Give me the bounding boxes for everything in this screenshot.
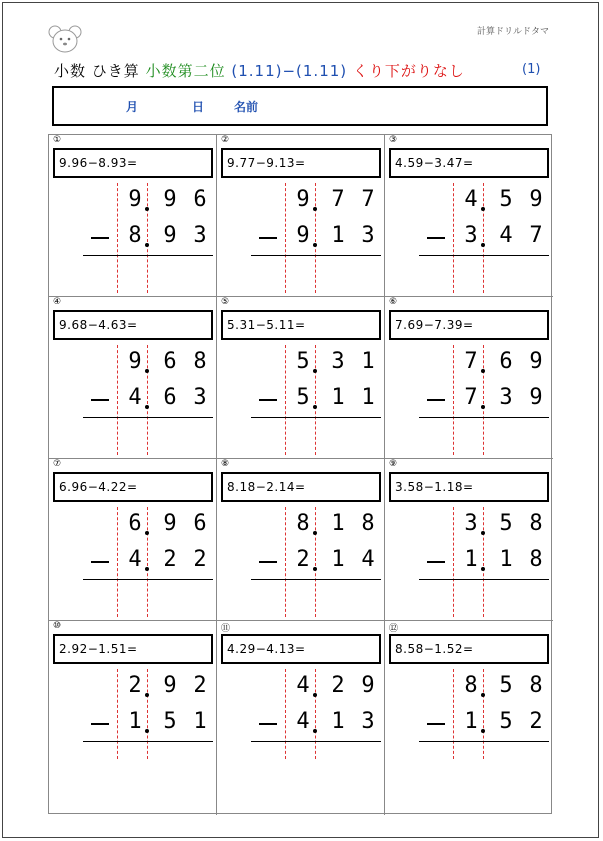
subtrahend-digit: 9 <box>296 223 310 248</box>
minuend-digit: 5 <box>296 349 310 374</box>
minuend-digit: 5 <box>499 673 513 698</box>
minus-sign <box>259 723 277 725</box>
column-guide-line <box>315 183 316 293</box>
minus-sign <box>427 561 445 563</box>
problem-number: ⑫ <box>389 624 399 634</box>
subtrahend-digit: 9 <box>163 223 177 248</box>
answer-line <box>83 741 213 742</box>
subtrahend-digit: 8 <box>529 547 543 572</box>
problem-number: ② <box>221 135 230 145</box>
subtrahend-digit: 3 <box>499 385 513 410</box>
minuend-digit: 4 <box>464 187 478 212</box>
decimal-point <box>313 531 317 535</box>
minuend-digit: 2 <box>331 673 345 698</box>
problem-number: ④ <box>53 297 62 307</box>
minus-sign <box>427 723 445 725</box>
decimal-point <box>313 243 317 247</box>
column-guide-line <box>453 669 454 759</box>
column-guide-line <box>147 183 148 293</box>
problem-cell <box>49 135 217 297</box>
minuend-digit: 8 <box>464 673 478 698</box>
column-guide-line <box>315 507 316 617</box>
decimal-point <box>481 567 485 571</box>
minuend-digit: 6 <box>193 511 207 536</box>
problem-expression: 2.92−1.51= <box>53 634 213 664</box>
mouse-logo-icon <box>48 24 82 54</box>
minuend-digit: 8 <box>529 673 543 698</box>
problem-number: ⑪ <box>221 624 231 634</box>
subtrahend-digit: 5 <box>296 385 310 410</box>
minuend-digit: 3 <box>331 349 345 374</box>
minuend-digit: 8 <box>361 511 375 536</box>
answer-line <box>251 579 381 580</box>
answer-line <box>251 417 381 418</box>
problem-cell <box>49 297 217 459</box>
decimal-point <box>145 531 149 535</box>
subtrahend-digit: 6 <box>163 385 177 410</box>
minuend-digit: 9 <box>128 349 142 374</box>
decimal-point <box>481 405 485 409</box>
decimal-point <box>313 567 317 571</box>
problem-expression: 5.31−5.11= <box>221 310 381 340</box>
minuend-digit: 3 <box>464 511 478 536</box>
column-guide-line <box>117 669 118 759</box>
decimal-point <box>313 729 317 733</box>
column-guide-line <box>483 507 484 617</box>
subtrahend-digit: 1 <box>331 547 345 572</box>
subtrahend-digit: 1 <box>331 385 345 410</box>
sheet-number: (1) <box>522 62 541 77</box>
decimal-point <box>145 405 149 409</box>
problem-cell <box>217 621 385 815</box>
subtrahend-digit: 1 <box>499 547 513 572</box>
problem-cell <box>385 297 553 459</box>
decimal-point <box>145 729 149 733</box>
problem-expression: 7.69−7.39= <box>389 310 549 340</box>
decimal-point <box>481 369 485 373</box>
subtrahend-digit: 1 <box>331 709 345 734</box>
column-guide-line <box>285 345 286 455</box>
column-guide-line <box>315 669 316 759</box>
minus-sign <box>259 237 277 239</box>
answer-line <box>419 255 549 256</box>
subtrahend-digit: 1 <box>331 223 345 248</box>
decimal-point <box>313 207 317 211</box>
problem-expression: 6.96−4.22= <box>53 472 213 502</box>
subtrahend-digit: 3 <box>193 223 207 248</box>
minuend-digit: 6 <box>128 511 142 536</box>
minuend-digit: 4 <box>296 673 310 698</box>
minuend-digit: 1 <box>361 349 375 374</box>
minuend-digit: 6 <box>499 349 513 374</box>
column-guide-line <box>117 507 118 617</box>
minus-sign <box>427 399 445 401</box>
problem-expression: 9.96−8.93= <box>53 148 213 178</box>
subtrahend-digit: 1 <box>464 709 478 734</box>
subtrahend-digit: 4 <box>361 547 375 572</box>
column-guide-line <box>285 183 286 293</box>
minuend-digit: 6 <box>193 187 207 212</box>
problem-expression: 9.77−9.13= <box>221 148 381 178</box>
minuend-digit: 7 <box>331 187 345 212</box>
subtrahend-digit: 1 <box>128 709 142 734</box>
decimal-point <box>481 531 485 535</box>
subtrahend-digit: 2 <box>296 547 310 572</box>
title-level: 小数第二位 <box>145 62 226 80</box>
minus-sign <box>259 561 277 563</box>
problem-number: ⑨ <box>389 459 398 469</box>
column-guide-line <box>285 669 286 759</box>
answer-line <box>419 741 549 742</box>
title-condition: くり下がりなし <box>352 62 465 80</box>
subtrahend-digit: 3 <box>361 223 375 248</box>
title-format: (1.11)−(1.11) <box>231 62 348 80</box>
subtrahend-digit: 2 <box>163 547 177 572</box>
column-guide-line <box>147 345 148 455</box>
subtrahend-digit: 4 <box>499 223 513 248</box>
subtrahend-digit: 3 <box>464 223 478 248</box>
minuend-digit: 2 <box>128 673 142 698</box>
minus-sign <box>91 237 109 239</box>
answer-line <box>83 579 213 580</box>
minuend-digit: 9 <box>163 187 177 212</box>
problem-cell <box>385 459 553 621</box>
answer-line <box>251 741 381 742</box>
minuend-digit: 9 <box>361 673 375 698</box>
answer-line <box>251 255 381 256</box>
problem-number: ⑥ <box>389 297 398 307</box>
subtrahend-digit: 4 <box>296 709 310 734</box>
problem-cell <box>217 135 385 297</box>
decimal-point <box>145 369 149 373</box>
minuend-digit: 9 <box>296 187 310 212</box>
column-guide-line <box>453 183 454 293</box>
minus-sign <box>259 399 277 401</box>
column-guide-line <box>117 183 118 293</box>
minus-sign <box>91 723 109 725</box>
problem-number: ⑧ <box>221 459 230 469</box>
problem-expression: 8.58−1.52= <box>389 634 549 664</box>
subtrahend-digit: 2 <box>193 547 207 572</box>
minus-sign <box>91 399 109 401</box>
minuend-digit: 9 <box>163 511 177 536</box>
column-guide-line <box>117 345 118 455</box>
minuend-digit: 2 <box>193 673 207 698</box>
answer-line <box>419 417 549 418</box>
subtrahend-digit: 8 <box>128 223 142 248</box>
subtrahend-digit: 4 <box>128 385 142 410</box>
column-guide-line <box>483 345 484 455</box>
subtrahend-digit: 7 <box>529 223 543 248</box>
subtrahend-digit: 3 <box>193 385 207 410</box>
minuend-digit: 9 <box>529 187 543 212</box>
minuend-digit: 8 <box>529 511 543 536</box>
minuend-digit: 7 <box>464 349 478 374</box>
title-operation: 小数 ひき算 <box>54 62 140 80</box>
minuend-digit: 9 <box>529 349 543 374</box>
minuend-digit: 5 <box>499 187 513 212</box>
day-label: 日 <box>192 100 205 114</box>
problem-number: ⑩ <box>53 621 62 631</box>
minuend-digit: 6 <box>163 349 177 374</box>
problem-number: ③ <box>389 135 398 145</box>
minuend-digit: 8 <box>193 349 207 374</box>
decimal-point <box>481 693 485 697</box>
decimal-point <box>145 243 149 247</box>
column-guide-line <box>147 669 148 759</box>
subtrahend-digit: 5 <box>499 709 513 734</box>
subtrahend-digit: 3 <box>361 709 375 734</box>
page-title <box>54 60 465 81</box>
problem-expression: 3.58−1.18= <box>389 472 549 502</box>
decimal-point <box>313 405 317 409</box>
decimal-point <box>145 567 149 571</box>
column-guide-line <box>315 345 316 455</box>
minuend-digit: 7 <box>361 187 375 212</box>
answer-line <box>419 579 549 580</box>
subtrahend-digit: 5 <box>163 709 177 734</box>
subtrahend-digit: 2 <box>529 709 543 734</box>
minus-sign <box>91 561 109 563</box>
decimal-point <box>145 693 149 697</box>
decimal-point <box>481 729 485 733</box>
subtrahend-digit: 1 <box>361 385 375 410</box>
column-guide-line <box>147 507 148 617</box>
problem-expression: 4.29−4.13= <box>221 634 381 664</box>
decimal-point <box>481 243 485 247</box>
decimal-point <box>313 369 317 373</box>
column-guide-line <box>483 669 484 759</box>
problem-number: ⑦ <box>53 459 62 469</box>
answer-line <box>83 255 213 256</box>
problem-expression: 8.18−2.14= <box>221 472 381 502</box>
problem-expression: 9.68−4.63= <box>53 310 213 340</box>
problem-cell <box>217 459 385 621</box>
problem-cell <box>217 297 385 459</box>
problem-number: ① <box>53 135 62 145</box>
answer-line <box>83 417 213 418</box>
minuend-digit: 9 <box>128 187 142 212</box>
problem-cell <box>49 459 217 621</box>
column-guide-line <box>453 507 454 617</box>
subtrahend-digit: 1 <box>464 547 478 572</box>
subtrahend-digit: 4 <box>128 547 142 572</box>
minuend-digit: 5 <box>499 511 513 536</box>
column-guide-line <box>453 345 454 455</box>
minus-sign <box>427 237 445 239</box>
subtrahend-digit: 7 <box>464 385 478 410</box>
problem-expression: 4.59−3.47= <box>389 148 549 178</box>
minuend-digit: 8 <box>296 511 310 536</box>
problem-cell <box>385 135 553 297</box>
decimal-point <box>145 207 149 211</box>
column-guide-line <box>483 183 484 293</box>
column-guide-line <box>285 507 286 617</box>
subtrahend-digit: 9 <box>529 385 543 410</box>
problem-number: ⑤ <box>221 297 230 307</box>
problem-cell <box>49 621 217 815</box>
subtrahend-digit: 1 <box>193 709 207 734</box>
decimal-point <box>481 207 485 211</box>
brand-label: 計算ドリルドタマ <box>476 27 549 37</box>
decimal-point <box>313 693 317 697</box>
name-date-box[interactable] <box>52 86 548 126</box>
name-label: 名前 <box>234 100 259 114</box>
minuend-digit: 1 <box>331 511 345 536</box>
problem-cell <box>385 621 553 815</box>
problem-grid <box>48 134 552 814</box>
minuend-digit: 9 <box>163 673 177 698</box>
month-label: 月 <box>126 100 139 114</box>
